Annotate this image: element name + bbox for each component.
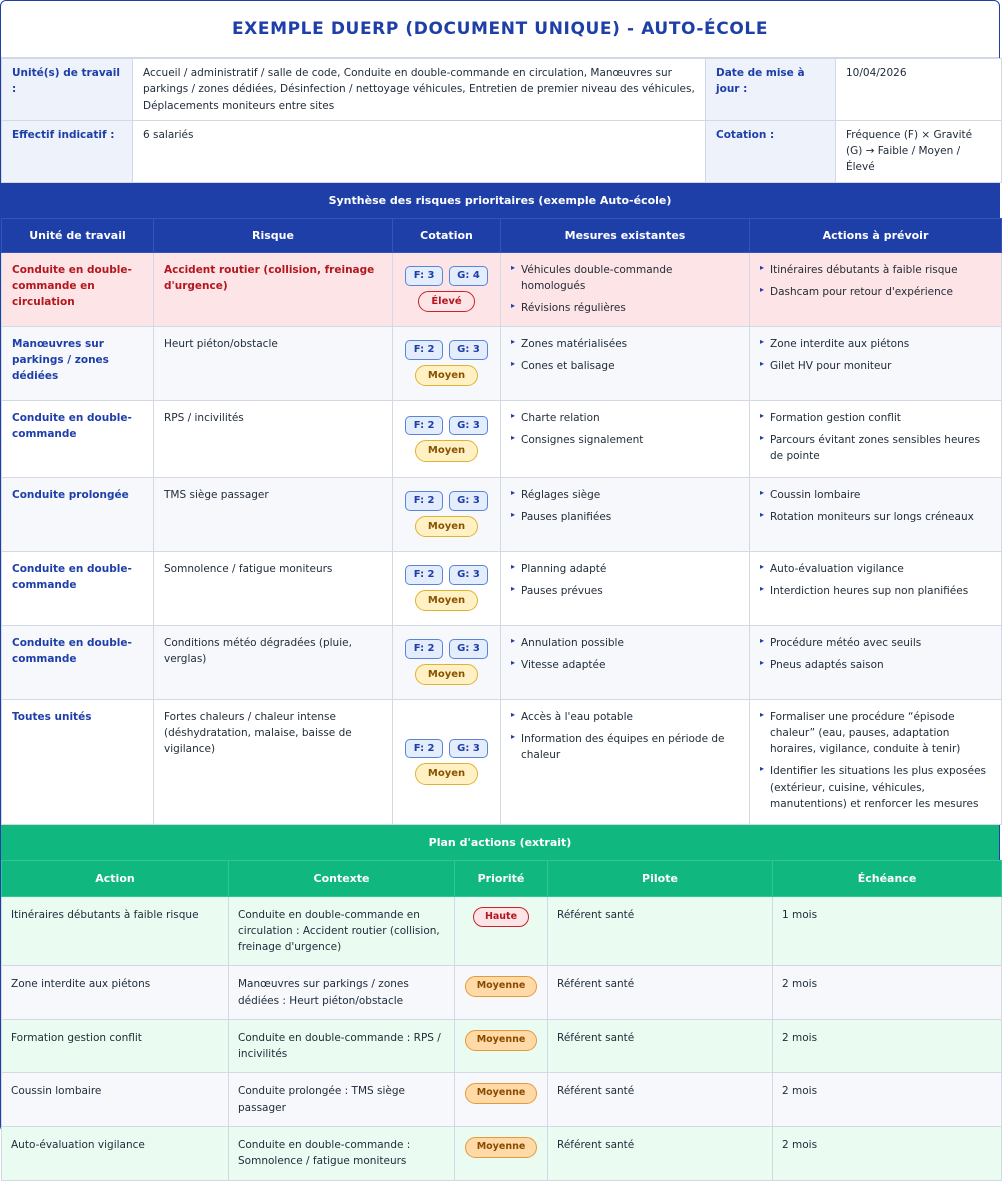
risk-cotation [393, 400, 501, 477]
risk-name: TMS siège passager [154, 477, 393, 551]
plan-pilot: Référent santé [548, 1126, 773, 1180]
risk-name: RPS / incivilités [154, 400, 393, 477]
page-title: EXEMPLE DUERP (DOCUMENT UNIQUE) - AUTO-ÉCOLE [231, 18, 769, 39]
risk-unit: Conduite en double-commande en circulation [2, 252, 154, 326]
frequency-chip: F: 2 [405, 491, 443, 511]
risk-measures [501, 400, 750, 477]
title-bar [1, 1, 999, 58]
risk-measures [501, 252, 750, 326]
priority-badge: Moyenne [465, 976, 538, 997]
plan-action: Formation gestion conflit [2, 1019, 229, 1073]
date-label: Date de mise à jour : [706, 59, 836, 121]
plan-priority [455, 1073, 548, 1127]
plan-deadline: 2 mois [773, 1073, 1002, 1127]
measure-item: ▸ Annulation possible [511, 635, 739, 651]
action-plan-table [1, 860, 1002, 1181]
measure-item: ▸ Consignes signalement [511, 432, 739, 448]
plan-row [2, 966, 1002, 1020]
measure-item: ▸ Zones matérialisées [511, 336, 739, 352]
plan-deadline: 2 mois [773, 966, 1002, 1020]
frequency-chip: F: 3 [405, 266, 443, 286]
risk-name: Heurt piéton/obstacle [154, 326, 393, 400]
risk-unit: Toutes unités [2, 699, 154, 824]
cotation-value: Fréquence (F) × Gravité (G) → Faible / Moyen / Élevé [836, 120, 1002, 182]
plan-context: Conduite prolongée : TMS siège passager [229, 1073, 455, 1127]
risk-header-cotation: Cotation [393, 218, 501, 252]
priority-badge: Haute [473, 907, 529, 928]
action-item: ▸ Identifier les situations les plus exposées (extérieur, cuisine, véhicules, manutentions) et renforcer les mesures [760, 763, 991, 812]
risk-row [2, 326, 1002, 400]
measure-item: ▸ Charte relation [511, 410, 739, 426]
action-item: ▸ Coussin lombaire [760, 487, 991, 503]
action-item: ▸ Auto-évaluation vigilance [760, 561, 991, 577]
cotation-label: Cotation : [706, 120, 836, 182]
risk-actions [750, 326, 1002, 400]
plan-pilot: Référent santé [548, 1073, 773, 1127]
risk-actions [750, 625, 1002, 699]
measure-item: ▸ Révisions régulières [511, 300, 739, 316]
action-item: ▸ Itinéraires débutants à faible risque [760, 262, 991, 278]
risk-actions [750, 551, 1002, 625]
unit-value: Accueil / administratif / salle de code, Conduite en double-commande en circulation, Manœuvres sur parkings / zones dédiées, Désinfection / nettoyage véhicules, Entretien de premier niveau des véhicules, Déplacements moniteurs entre sites [133, 59, 706, 121]
gravity-chip: G: 3 [449, 491, 488, 511]
effectif-value: 6 salariés [133, 120, 706, 182]
action-item: ▸ Gilet HV pour moniteur [760, 358, 991, 374]
measure-item: ▸ Information des équipes en période de chaleur [511, 731, 739, 764]
plan-row [2, 1073, 1002, 1127]
risk-level-badge: Moyen [415, 516, 478, 538]
plan-row [2, 1019, 1002, 1073]
plan-context: Manœuvres sur parkings / zones dédiées : Heurt piéton/obstacle [229, 966, 455, 1020]
risk-cotation [393, 252, 501, 326]
plan-deadline: 1 mois [773, 896, 1002, 966]
plan-header-action: Action [2, 860, 229, 896]
measure-item: ▸ Réglages siège [511, 487, 739, 503]
risk-cotation [393, 326, 501, 400]
risk-unit: Conduite en double-commande [2, 400, 154, 477]
risk-name: Fortes chaleurs / chaleur intense (déshydratation, malaise, baisse de vigilance) [154, 699, 393, 824]
gravity-chip: G: 3 [449, 565, 488, 585]
measure-item: ▸ Planning adapté [511, 561, 739, 577]
plan-priority [455, 1019, 548, 1073]
gravity-chip: G: 3 [449, 639, 488, 659]
plan-header-context: Contexte [229, 860, 455, 896]
plan-pilot: Référent santé [548, 896, 773, 966]
plan-context: Conduite en double-commande : RPS / incivilités [229, 1019, 455, 1073]
risk-unit: Conduite en double-commande [2, 551, 154, 625]
date-value: 10/04/2026 [836, 59, 1002, 121]
risk-unit: Manœuvres sur parkings / zones dédiées [2, 326, 154, 400]
risk-actions [750, 400, 1002, 477]
risk-name: Accident routier (collision, freinage d'urgence) [154, 252, 393, 326]
risk-header-risk: Risque [154, 218, 393, 252]
meta-table [1, 58, 1002, 183]
risk-row [2, 477, 1002, 551]
plan-pilot: Référent santé [548, 966, 773, 1020]
risk-cotation [393, 477, 501, 551]
risk-level-badge: Moyen [415, 664, 478, 686]
action-item: ▸ Procédure météo avec seuils [760, 635, 991, 651]
action-item: ▸ Zone interdite aux piétons [760, 336, 991, 352]
frequency-chip: F: 2 [405, 565, 443, 585]
risk-measures [501, 551, 750, 625]
plan-action: Coussin lombaire [2, 1073, 229, 1127]
frequency-chip: F: 2 [405, 340, 443, 360]
risk-level-badge: Moyen [415, 440, 478, 462]
action-item: ▸ Pneus adaptés saison [760, 657, 991, 673]
plan-deadline: 2 mois [773, 1019, 1002, 1073]
gravity-chip: G: 3 [449, 340, 488, 360]
priority-badge: Moyenne [465, 1030, 538, 1051]
plan-header-pilot: Pilote [548, 860, 773, 896]
plan-action: Itinéraires débutants à faible risque [2, 896, 229, 966]
risk-row [2, 699, 1002, 824]
plan-header-deadline: Échéance [773, 860, 1002, 896]
risk-unit: Conduite en double-commande [2, 625, 154, 699]
risk-measures [501, 326, 750, 400]
risk-row [2, 625, 1002, 699]
effectif-label: Effectif indicatif : [2, 120, 133, 182]
gravity-chip: G: 3 [449, 739, 488, 759]
risk-actions [750, 699, 1002, 824]
risk-cotation [393, 551, 501, 625]
risk-level-badge: Moyen [415, 590, 478, 612]
plan-title: Plan d'actions (extrait) [1, 825, 999, 860]
risk-row [2, 252, 1002, 326]
risk-table [1, 218, 1002, 825]
risk-actions [750, 252, 1002, 326]
risk-measures [501, 699, 750, 824]
measure-item: ▸ Pauses planifiées [511, 509, 739, 525]
measure-item: ▸ Pauses prévues [511, 583, 739, 599]
risk-name: Conditions météo dégradées (pluie, verglas) [154, 625, 393, 699]
frequency-chip: F: 2 [405, 416, 443, 436]
risk-header-actions: Actions à prévoir [750, 218, 1002, 252]
plan-priority [455, 1126, 548, 1180]
risk-row [2, 551, 1002, 625]
risk-cotation [393, 625, 501, 699]
action-item: ▸ Interdiction heures sup non planifiées [760, 583, 991, 599]
unit-label: Unité(s) de travail : [2, 59, 133, 121]
plan-priority [455, 896, 548, 966]
risk-level-badge: Moyen [415, 365, 478, 387]
risk-level-badge: Moyen [415, 763, 478, 785]
plan-pilot: Référent santé [548, 1019, 773, 1073]
plan-deadline: 2 mois [773, 1126, 1002, 1180]
plan-row [2, 896, 1002, 966]
measure-item: ▸ Véhicules double-commande homologués [511, 262, 739, 295]
risk-level-badge: Élevé [418, 291, 474, 313]
risk-cotation [393, 699, 501, 824]
measure-item: ▸ Cones et balisage [511, 358, 739, 374]
action-item: ▸ Parcours évitant zones sensibles heures de pointe [760, 432, 991, 465]
frequency-chip: F: 2 [405, 739, 443, 759]
synthese-title: Synthèse des risques prioritaires (exemple Auto-école) [1, 183, 999, 218]
plan-row [2, 1126, 1002, 1180]
plan-action: Auto-évaluation vigilance [2, 1126, 229, 1180]
risk-measures [501, 625, 750, 699]
action-item: ▸ Dashcam pour retour d'expérience [760, 284, 991, 300]
priority-badge: Moyenne [465, 1137, 538, 1158]
plan-action: Zone interdite aux piétons [2, 966, 229, 1020]
action-item: ▸ Formation gestion conflit [760, 410, 991, 426]
risk-row [2, 400, 1002, 477]
risk-header-measures: Mesures existantes [501, 218, 750, 252]
plan-priority [455, 966, 548, 1020]
measure-item: ▸ Accès à l'eau potable [511, 709, 739, 725]
priority-badge: Moyenne [465, 1083, 538, 1104]
gravity-chip: G: 4 [449, 266, 488, 286]
action-item: ▸ Formaliser une procédure “épisode chaleur” (eau, pauses, adaptation horaires, vigilance, conduite à tenir) [760, 709, 991, 758]
frequency-chip: F: 2 [405, 639, 443, 659]
risk-measures [501, 477, 750, 551]
risk-actions [750, 477, 1002, 551]
risk-header-unit: Unité de travail [2, 218, 154, 252]
gravity-chip: G: 3 [449, 416, 488, 436]
action-item: ▸ Rotation moniteurs sur longs créneaux [760, 509, 991, 525]
plan-context: Conduite en double-commande en circulation : Accident routier (collision, freinage d'urgence) [229, 896, 455, 966]
measure-item: ▸ Vitesse adaptée [511, 657, 739, 673]
risk-name: Somnolence / fatigue moniteurs [154, 551, 393, 625]
plan-context: Conduite en double-commande : Somnolence / fatigue moniteurs [229, 1126, 455, 1180]
plan-header-priority: Priorité [455, 860, 548, 896]
risk-unit: Conduite prolongée [2, 477, 154, 551]
